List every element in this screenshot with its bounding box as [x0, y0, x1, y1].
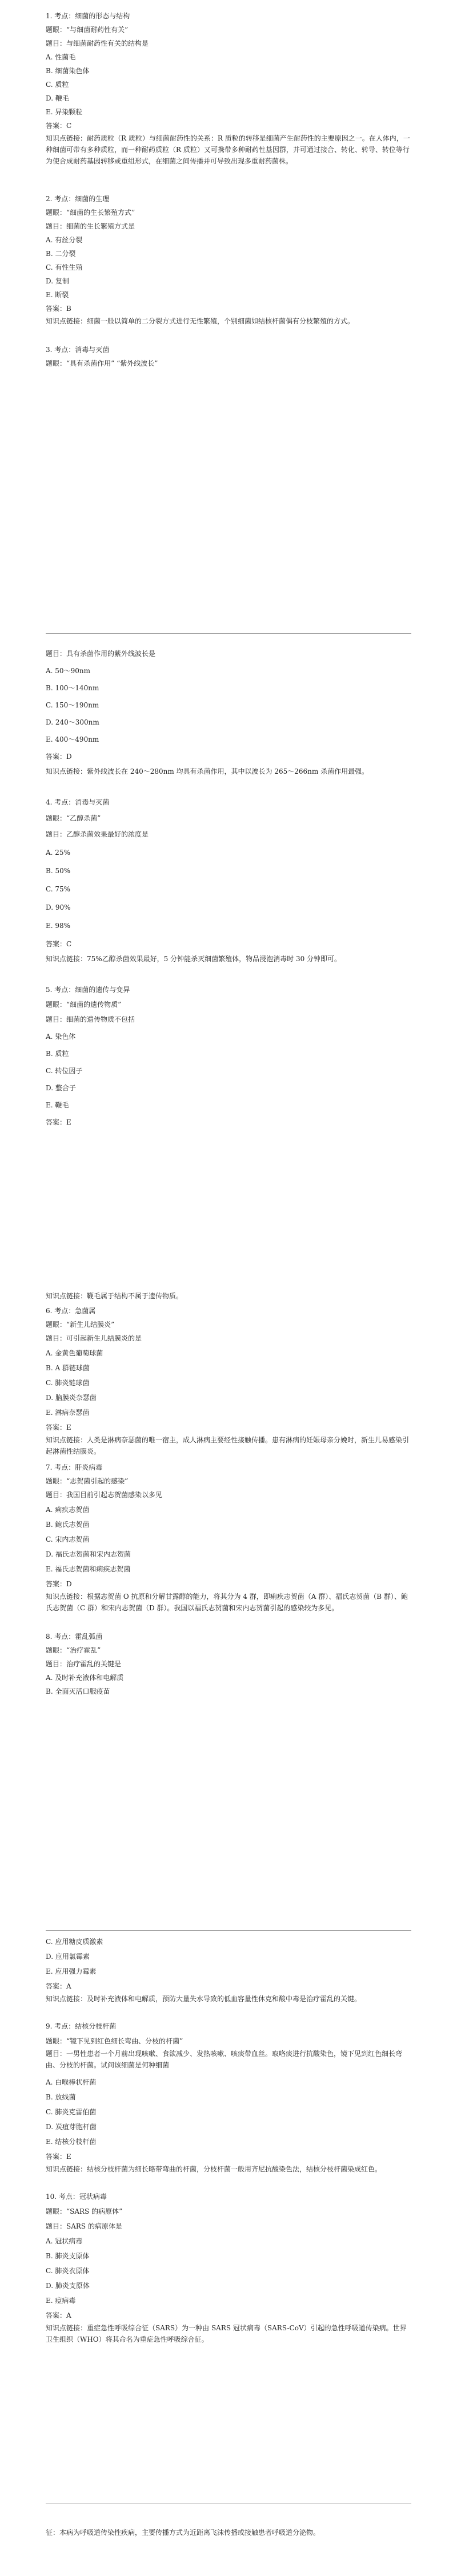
question-1-topic: 1. 考点：细菌的形态与结构 — [46, 12, 130, 20]
question-5-option-a: A. 染色体 — [46, 1033, 76, 1041]
question-8-answer: 答案：A — [46, 1982, 71, 1990]
question-7-option-c: C. 宋内志贺菌 — [46, 1535, 90, 1543]
question-10-option-e: E. 痘病毒 — [46, 2297, 76, 2305]
question-4-topic: 4. 考点：消毒与灭菌 — [46, 798, 110, 806]
question-2-option-e: E. 断裂 — [46, 291, 69, 299]
question-10-topic: 10. 考点：冠状病毒 — [46, 2193, 107, 2201]
question-2-option-a: A. 有丝分裂 — [46, 236, 83, 244]
question-9-option-a: A. 白喉棒状杆菌 — [46, 2078, 97, 2086]
question-3-option-a: A. 50～90nm — [46, 667, 90, 675]
question-7-answer: 答案：D — [46, 1580, 72, 1588]
question-2-answer: 答案：B — [46, 305, 71, 313]
question-2-keyword: 题眼：“细菌的生长繁殖方式” — [46, 209, 135, 217]
question-2-option-c: C. 有性生殖 — [46, 263, 83, 271]
question-9-stem: 题目：一男性患者一个月前出现咳嗽、食欲减少、发热咳嗽、咳痰带血丝。取咯痰进行抗酸染色，镜下见到红色细长弯曲、分枝的杆菌。试问该细菌是何种细菌 — [46, 2050, 403, 2069]
question-4-option-b: B. 50% — [46, 867, 71, 875]
question-6-option-c: C. 肺炎链球菌 — [46, 1379, 90, 1387]
question-3-option-e: E. 400～490nm — [46, 735, 99, 743]
question-7-keyword: 题眼：“志贺菌引起的感染” — [46, 1477, 129, 1485]
question-8-explanation: 知识点链接：及时补充液体和电解质，预防大量失水导致的低血容量性休克和酸中毒是治疗霍乱的关键。 — [46, 1995, 362, 2003]
question-5-option-e: E. 鞭毛 — [46, 1101, 69, 1109]
question-3-keyword: 题眼：“具有杀菌作用” “紫外线波长” — [46, 359, 158, 367]
question-6-option-e: E. 淋病奈瑟菌 — [46, 1409, 90, 1417]
question-8-option-e: E. 应用强力霉素 — [46, 1967, 97, 1975]
question-5-option-b: B. 质粒 — [46, 1050, 69, 1058]
question-10-keyword: 题眼：“SARS 的病原体” — [46, 2207, 123, 2215]
question-1-option-b: B. 细菌染色体 — [46, 67, 90, 75]
question-10-explanation-continued: 征：本病为呼吸道传染性疾病，主要传播方式为近距离飞沫传播或接触患者呼吸道分泌物。 — [46, 2529, 320, 2537]
question-5-stem: 题目：细菌的遗传物质不包括 — [46, 1015, 135, 1023]
question-7-option-b: B. 鲍氏志贺菌 — [46, 1521, 90, 1529]
page-4 — [0, 1937, 457, 2509]
question-10-option-d: D. 肺炎支原体 — [46, 2282, 90, 2290]
question-10-option-c: C. 肺炎衣原体 — [46, 2267, 90, 2275]
question-8-stem: 题目：治疗霍乱的关键是 — [46, 1660, 122, 1668]
question-5-topic: 5. 考点：细菌的遗传与变异 — [46, 986, 130, 994]
question-7-option-a: A. 痢疾志贺菌 — [46, 1506, 90, 1514]
question-7-stem: 题目：我国目前引起志贺菌感染以多见 — [46, 1491, 163, 1499]
question-4-answer: 答案：C — [46, 940, 72, 948]
question-2-stem: 题目：细菌的生长繁殖方式是 — [46, 222, 135, 230]
question-1-explanation: 知识点链接：耐药质粒（R 质粒）与细菌耐药性的关系：R 质粒的转移是细菌产生耐药性的主要原因之一。在人体内，一种细菌可带有多种质粒，而一种耐药质粒（R 质粒）又可携带多种耐药性基因群，并可通过接合、转化、转导、转位等行为使合成耐药基因转移或重组形式，在细菌之间传播并可导致出现多重耐药菌株。 — [46, 134, 410, 165]
question-7-option-d: D. 福氏志贺菌和宋内志贺菌 — [46, 1550, 131, 1558]
question-2-option-d: D. 复制 — [46, 277, 69, 285]
question-6-option-d: D. 脑膜炎奈瑟菌 — [46, 1394, 97, 1402]
page-5 — [0, 2514, 457, 2576]
question-1-keyword: 题眼：“与细菌耐药性有关” — [46, 26, 129, 34]
question-6-answer: 答案：E — [46, 1423, 71, 1431]
question-7-option-e: E. 福氏志贺菌和痢疾志贺菌 — [46, 1565, 131, 1573]
question-1-stem: 题目：与细菌耐药性有关的结构是 — [46, 39, 149, 47]
question-9-keyword: 题眼：“镜下见到红色细长弯曲、分枝的杆菌” — [46, 2037, 183, 2045]
question-9-explanation: 知识点链接：结核分枝杆菌为细长略带弯曲的杆菌，分枝杆菌一般用齐尼抗酸染色法，结核分枝杆菌染成红色。 — [46, 2165, 382, 2173]
question-4-option-d: D. 90% — [46, 903, 71, 911]
question-3-explanation: 知识点链接：紫外线波长在 240～280nm 均具有杀菌作用，其中以波长为 265～266nm 杀菌作用最强。 — [46, 767, 369, 775]
question-2-option-b: B. 二分裂 — [46, 250, 76, 258]
question-4-option-e: E. 98% — [46, 922, 71, 930]
question-6-option-b: B. A 群链球菌 — [46, 1364, 90, 1372]
question-8-keyword: 题眼：“治疗霍乱” — [46, 1646, 101, 1654]
question-3-topic: 3. 考点：消毒与灭菌 — [46, 346, 110, 354]
question-9-option-e: E. 结核分枝杆菌 — [46, 2138, 97, 2146]
question-5-answer: 答案：E — [46, 1118, 71, 1126]
question-2-topic: 2. 考点：细菌的生理 — [46, 195, 110, 203]
question-2-explanation: 知识点链接：细菌一般以简单的二分裂方式进行无性繁殖，个别细菌如结核杆菌偶有分枝繁殖的方式。 — [46, 317, 355, 325]
question-10-stem: 题目：SARS 的病原体是 — [46, 2222, 122, 2230]
question-10-explanation: 知识点链接：重症急性呼吸综合征（SARS）为一种由 SARS 冠状病毒（SARS-CoV）引起的急性呼吸道传染病。世界卫生组织（WHO）将其命名为重症急性呼吸综合征。 — [46, 2324, 407, 2343]
question-1-option-a: A. 性菌毛 — [46, 53, 76, 61]
question-8-option-d: D. 应用氯霉素 — [46, 1953, 90, 1961]
question-9-option-d: D. 炭疽芽胞杆菌 — [46, 2123, 97, 2131]
question-8-option-c: C. 应用糖皮质激素 — [46, 1938, 103, 1946]
question-3-stem: 题目：具有杀菌作用的紫外线波长是 — [46, 650, 156, 658]
question-4-explanation: 知识点链接：75%乙醇杀菌效果最好，5 分钟能杀灭细菌繁殖体，物品浸泡消毒时 30 分钟即可。 — [46, 955, 342, 963]
question-5-keyword: 题眼：“细菌的遗传物质” — [46, 1001, 122, 1009]
question-4-keyword: 题眼：“乙醇杀菌” — [46, 814, 101, 822]
question-1-option-d: D. 鞭毛 — [46, 94, 69, 102]
page-divider — [46, 633, 411, 634]
question-10-option-a: A. 冠状病毒 — [46, 2237, 83, 2245]
question-9-answer: 答案：E — [46, 2153, 71, 2161]
question-1-answer: 答案：C — [46, 122, 72, 130]
question-6-explanation: 知识点链接：人类是淋病奈瑟菌的唯一宿主，成人淋病主要经性接触传播。患有淋病的妊娠母亲分娩时，新生儿易感染引起淋菌性结膜炎。 — [46, 1436, 410, 1455]
question-7-topic: 7. 考点：肝炎病毒 — [46, 1463, 103, 1471]
question-3-option-b: B. 100～140nm — [46, 684, 99, 692]
question-1-option-c: C. 质粒 — [46, 81, 69, 89]
question-6-stem: 题目：可引起新生儿结膜炎的是 — [46, 1334, 142, 1342]
question-4-option-c: C. 75% — [46, 885, 71, 893]
question-6-option-a: A. 金黄色葡萄球菌 — [46, 1349, 103, 1357]
question-8-topic: 8. 考点：霍乱弧菌 — [46, 1633, 103, 1641]
page-divider — [46, 1930, 411, 1931]
question-9-option-b: B. 放线菌 — [46, 2093, 76, 2101]
question-5-option-c: C. 转位因子 — [46, 1067, 83, 1075]
question-3-option-c: C. 150～190nm — [46, 701, 99, 709]
question-9-option-c: C. 肺炎克雷伯菌 — [46, 2108, 97, 2116]
question-4-stem: 题目：乙醇杀菌效果最好的浓度是 — [46, 830, 149, 838]
question-8-option-b: B. 全面灭活口服疫苗 — [46, 1687, 110, 1695]
question-8-option-a: A. 及时补充液体和电解质 — [46, 1674, 124, 1682]
question-6-keyword: 题眼：“新生儿结膜炎” — [46, 1321, 115, 1329]
question-10-option-b: B. 肺炎支原体 — [46, 2252, 90, 2260]
question-3-answer: 答案：D — [46, 753, 72, 761]
question-4-option-a: A. 25% — [46, 849, 70, 857]
question-6-topic: 6. 考点：急菌属 — [46, 1307, 96, 1315]
page-3 — [0, 1291, 457, 1937]
question-3-option-d: D. 240～300nm — [46, 718, 99, 726]
question-9-topic: 9. 考点：结核分枝杆菌 — [46, 2022, 117, 2030]
page-2 — [0, 646, 457, 1291]
question-10-answer: 答案：A — [46, 2311, 71, 2319]
question-5-explanation: 知识点链接：鞭毛属于结构不属于遗传物质。 — [46, 1292, 183, 1300]
question-7-explanation: 知识点链接：根据志贺菌 O 抗原和分解甘露醇的能力，将其分为 4 群，即痢疾志贺菌（A 群）、福氏志贺菌（B 群）、鲍氏志贺菌（C 群）和宋内志贺菌（D 群）。我国以福氏志贺菌和宋内志贺菌引起的感染较为多见。 — [46, 1593, 408, 1612]
question-1-option-e: E. 异染颗粒 — [46, 108, 83, 116]
page-1 — [0, 0, 457, 646]
question-5-option-d: D. 整合子 — [46, 1084, 76, 1092]
